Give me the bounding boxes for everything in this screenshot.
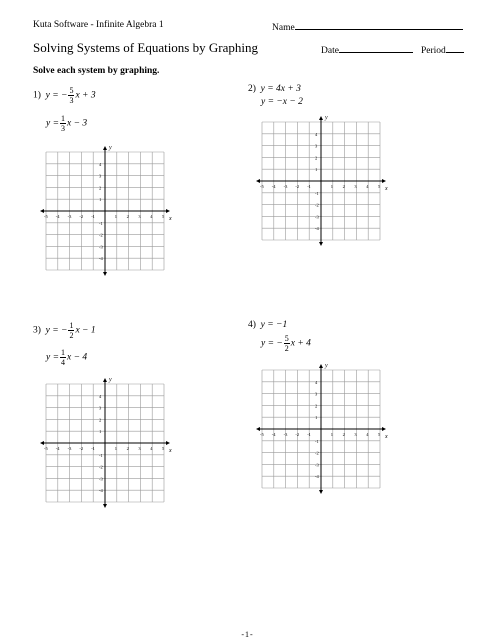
x-tick-label: 1	[330, 184, 334, 189]
y-tick-label: 4	[315, 379, 318, 385]
x-tick-label: 1	[114, 446, 118, 451]
name-line	[295, 20, 463, 30]
x-arrow-left-icon	[256, 179, 260, 183]
x-arrow-right-icon	[382, 427, 386, 431]
x-tick-label: -3	[67, 446, 72, 451]
y-tick-label: -1	[315, 438, 319, 444]
x-tick-label: -4	[271, 184, 276, 189]
y-tick-label: 1	[315, 167, 318, 173]
x-arrow-left-icon	[40, 441, 44, 445]
y-tick-label: -3	[99, 244, 103, 250]
x-tick-label: 3	[138, 214, 141, 219]
y-tick-label: -4	[315, 474, 319, 480]
graph-1[interactable]	[36, 142, 174, 280]
y-tick-label: 2	[315, 403, 318, 409]
problem-4-eq2	[261, 334, 311, 353]
problem-4-eq1	[248, 320, 287, 330]
worksheet-title: Solving Systems of Equations by Graphing	[33, 40, 258, 55]
x-tick-label: 5	[378, 432, 381, 437]
date-line	[339, 43, 413, 53]
date-label: Date	[321, 46, 339, 56]
y-arrow-down-icon	[103, 272, 107, 276]
problem-3-eq1	[33, 321, 96, 340]
eq-rhs: x + 3	[75, 90, 96, 101]
y-arrow-down-icon	[319, 490, 323, 494]
x-tick-label: 5	[378, 184, 381, 189]
x-arrow-left-icon	[40, 209, 44, 213]
eq-lhs: y = −	[261, 338, 283, 349]
graph-4[interactable]	[252, 360, 390, 498]
problem-2-eq2	[261, 97, 303, 107]
eq-text: y = 4x + 3	[260, 84, 301, 94]
name-label: Name	[272, 23, 295, 33]
y-tick-label: -2	[99, 232, 103, 238]
graph-2[interactable]	[252, 112, 390, 250]
period-line	[446, 43, 464, 53]
x-tick-label: -5	[44, 214, 48, 219]
x-tick-label: -4	[55, 446, 60, 451]
problem-1-eq1	[33, 86, 96, 105]
x-axis-label: x	[169, 216, 172, 222]
y-tick-label: 2	[99, 417, 102, 423]
x-arrow-right-icon	[382, 179, 386, 183]
problem-number: 4)	[248, 320, 256, 330]
x-tick-label: -1	[91, 446, 95, 451]
x-tick-label: -3	[283, 432, 288, 437]
x-tick-label: 2	[342, 184, 345, 189]
y-arrow-up-icon	[103, 146, 107, 150]
y-tick-label: -1	[315, 190, 319, 196]
x-tick-label: -4	[271, 432, 276, 437]
y-tick-label: 3	[315, 143, 318, 149]
instructions: Solve each system by graphing.	[33, 66, 160, 76]
y-tick-label: 3	[99, 405, 102, 411]
y-axis-label: y	[109, 377, 112, 383]
y-tick-label: -3	[315, 214, 319, 220]
x-tick-label: 2	[126, 214, 129, 219]
x-tick-label: 3	[354, 432, 357, 437]
y-arrow-up-icon	[319, 364, 323, 368]
x-axis-label: x	[385, 434, 388, 440]
period-field[interactable]	[421, 43, 464, 56]
y-tick-label: -4	[99, 488, 103, 494]
fraction: $\frac{1}{2}$	[69, 321, 74, 340]
x-tick-label: -2	[79, 214, 84, 219]
x-tick-label: -5	[260, 432, 264, 437]
y-arrow-down-icon	[319, 242, 323, 246]
x-arrow-right-icon	[166, 441, 170, 445]
x-tick-label: -4	[55, 214, 60, 219]
x-tick-label: -1	[307, 432, 311, 437]
x-tick-label: 5	[162, 446, 165, 451]
x-tick-label: 2	[342, 432, 345, 437]
x-tick-label: 4	[150, 446, 153, 451]
y-tick-label: 1	[315, 415, 318, 421]
y-tick-label: -3	[99, 476, 103, 482]
y-tick-label: -1	[99, 452, 103, 458]
eq-lhs: y =	[46, 118, 60, 129]
page-number: -1-	[241, 630, 254, 639]
x-tick-label: 5	[162, 214, 165, 219]
problem-number: 3)	[33, 325, 41, 336]
period-label: Period	[421, 46, 446, 56]
y-tick-label: 1	[99, 429, 102, 435]
eq-rhs: x − 4	[67, 352, 88, 363]
x-tick-label: 4	[150, 214, 153, 219]
x-axis-label: x	[385, 186, 388, 192]
problem-number: 1)	[33, 90, 41, 101]
eq-lhs: y =	[46, 352, 60, 363]
y-tick-label: -2	[315, 450, 319, 456]
y-axis-label: y	[325, 115, 328, 121]
y-arrow-down-icon	[103, 504, 107, 508]
fraction: $\frac{1}{4}$	[61, 348, 66, 367]
x-tick-label: -5	[44, 446, 48, 451]
y-tick-label: -4	[315, 226, 319, 232]
x-tick-label: -1	[91, 214, 95, 219]
x-tick-label: 1	[114, 214, 118, 219]
x-tick-label: -2	[295, 184, 300, 189]
y-tick-label: 3	[315, 391, 318, 397]
x-tick-label: -5	[260, 184, 264, 189]
y-tick-label: -3	[315, 462, 319, 468]
problem-2-eq1	[248, 84, 301, 94]
x-tick-label: -1	[307, 184, 311, 189]
x-tick-label: -2	[79, 446, 84, 451]
x-arrow-left-icon	[256, 427, 260, 431]
y-axis-label: y	[325, 363, 328, 369]
x-tick-label: -3	[67, 214, 72, 219]
x-tick-label: 3	[354, 184, 357, 189]
eq-text: y = −x − 2	[261, 97, 303, 107]
x-tick-label: 2	[126, 446, 129, 451]
problem-number: 2)	[248, 84, 256, 94]
y-tick-label: 4	[99, 161, 102, 167]
eq-rhs: x − 1	[75, 325, 96, 336]
x-tick-label: 1	[330, 432, 334, 437]
publisher-label: Kuta Software - Infinite Algebra 1	[33, 20, 164, 30]
x-tick-label: -3	[283, 184, 288, 189]
x-arrow-right-icon	[166, 209, 170, 213]
fraction: $\frac{1}{3}$	[61, 114, 66, 133]
y-tick-label: -2	[315, 202, 319, 208]
problem-1-eq2	[46, 114, 87, 133]
y-tick-label: 2	[99, 185, 102, 191]
x-tick-label: 4	[366, 184, 369, 189]
x-tick-label: -2	[295, 432, 300, 437]
y-tick-label: -1	[99, 220, 103, 226]
name-field[interactable]	[272, 20, 463, 33]
y-tick-label: -2	[99, 464, 103, 470]
eq-lhs: y = −	[45, 90, 68, 101]
x-axis-label: x	[169, 448, 172, 454]
eq-rhs: x + 4	[290, 338, 311, 349]
date-field[interactable]	[321, 43, 413, 56]
graph-3[interactable]	[36, 374, 174, 512]
y-tick-label: -4	[99, 256, 103, 262]
eq-rhs: x − 3	[67, 118, 88, 129]
fraction: $\frac{5}{3}$	[69, 86, 74, 105]
y-tick-label: 1	[99, 197, 102, 203]
x-tick-label: 3	[138, 446, 141, 451]
y-axis-label: y	[109, 145, 112, 151]
y-arrow-up-icon	[103, 378, 107, 382]
y-tick-label: 2	[315, 155, 318, 161]
y-tick-label: 4	[315, 131, 318, 137]
x-tick-label: 4	[366, 432, 369, 437]
fraction: $\frac{5}{2}$	[284, 334, 289, 353]
eq-lhs: y = −	[45, 325, 68, 336]
y-arrow-up-icon	[319, 116, 323, 120]
eq-text: y = −1	[260, 320, 288, 330]
y-tick-label: 4	[99, 393, 102, 399]
y-tick-label: 3	[99, 173, 102, 179]
problem-3-eq2	[46, 348, 87, 367]
